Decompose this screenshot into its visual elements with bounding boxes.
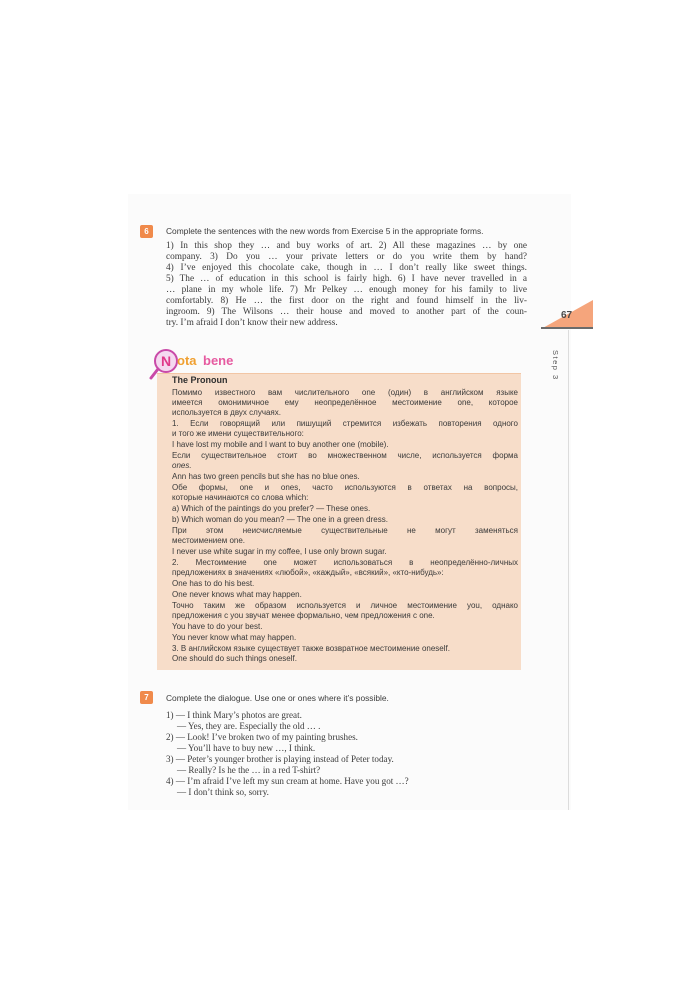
dialogue-line: — I don’t think so, sorry.	[177, 787, 269, 797]
dialogue-line: 1) — I think Mary’s photos are great.	[166, 710, 302, 720]
nota-bene-line: местоимением one.	[172, 536, 246, 545]
dialogue-line: 3) — Peter’s younger brother is playing instead of Peter today.	[166, 754, 394, 764]
nota-bene-line: 2. Местоимение one может использоваться в неопределённо-личных	[172, 558, 518, 567]
margin-rule	[568, 330, 569, 810]
exercise-7-instruction: Complete the dialogue. Use one or ones where it’s possible.	[166, 693, 389, 703]
nota-bene-line: 3. В английском языке существует также возвратное местоимение oneself.	[172, 644, 450, 653]
nota-bene-line: Точно таким же образом используется и личное местоимение you, однако	[172, 601, 518, 610]
nota-bene-line: и того же имени существительного:	[172, 429, 304, 438]
page-number: 67	[561, 310, 573, 321]
step-label: Step 3	[551, 350, 560, 381]
svg-text:bene: bene	[203, 353, 234, 368]
dialogue-line: — Yes, they are. Especially the old … .	[177, 721, 321, 731]
nota-bene-line: One should do such things oneself.	[172, 654, 297, 663]
nota-bene-line: One has to do his best.	[172, 579, 255, 588]
nota-bene-line: Если существительное стоит во множественном числе, используется форма	[172, 451, 518, 460]
page-number-tab	[541, 300, 593, 329]
nota-bene-line: которые начинаются со слова which:	[172, 493, 309, 502]
nota-bene-line: При этом неисчисляемые существительные не могут заменяться	[172, 526, 518, 535]
exercise-6-number: 6	[140, 225, 153, 238]
exercise-6-line: 4) I’ve enjoyed this chocolate cake, though in … I don’t really like sweet things.	[166, 263, 527, 273]
nota-bene-line: предложениях в значениях «любой», «каждый», «всякий», «кто-нибудь»:	[172, 568, 444, 577]
nota-bene-line: используется в двух случаях.	[172, 408, 281, 417]
nota-bene-line: предложения с you звучат менее формально, чем предложения с one.	[172, 611, 435, 620]
dialogue-line: 4) — I’m afraid I’ve left my sun cream at home. Have you got …?	[166, 776, 409, 786]
nota-bene-line: ones.	[172, 461, 192, 470]
exercise-7-number: 7	[140, 691, 153, 704]
exercise-6-line: … plane in my whole life. 7) Mr Pelkey … enough money for his family to live	[166, 285, 527, 295]
exercise-6-line: ingroom. 9) The Wilsons … their house and moved to another part of the coun-	[166, 307, 527, 317]
dialogue-line: — You’ll have to buy new …, I think.	[177, 743, 316, 753]
nota-bene-line: I never use white sugar in my coffee, I use only brown sugar.	[172, 547, 387, 556]
nota-bene-line: b) Which woman do you mean? — The one in a green dress.	[172, 515, 388, 524]
nota-bene-line: a) Which of the paintings do you prefer? — These ones.	[172, 504, 371, 513]
nota-bene-line: You never know what may happen.	[172, 633, 297, 642]
nota-bene-line: One never knows what may happen.	[172, 590, 302, 599]
exercise-6-line: comfortably. 8) He … the first door on the right and found himself in the liv-	[166, 296, 527, 306]
dialogue-line: 2) — Look! I’ve broken two of my painting brushes.	[166, 732, 358, 742]
nota-bene-title: The Pronoun	[172, 375, 228, 385]
nota-bene-line: Помимо известного вам числительного one (один) в английском языке	[172, 388, 518, 397]
nota-bene-line: You have to do your best.	[172, 622, 263, 631]
exercise-6-line: company. 3) Do you … your private letters or do you write them by hand?	[166, 252, 527, 262]
exercise-6-instruction: Complete the sentences with the new words from Exercise 5 in the appropriate forms.	[166, 226, 484, 236]
nota-bene-line: 1. Если говорящий или пишущий стремится избежать повторения одного	[172, 419, 518, 428]
exercise-6-line: try. I’m afraid I don’t know their new address.	[166, 318, 338, 328]
nota-bene-line: Обе формы, one и ones, часто используются в ответах на вопросы,	[172, 483, 518, 492]
svg-text:ota: ota	[177, 353, 197, 368]
nota-bene-line: I have lost my mobile and I want to buy another one (mobile).	[172, 440, 389, 449]
exercise-6-line: 5) The … of education in this school is fairly high. 6) I have never travelled in a	[166, 274, 527, 284]
svg-text:N: N	[161, 353, 172, 369]
nota-bene-line: имеется омонимичное ему неопределённое местоимение one, которое	[172, 398, 518, 407]
dialogue-line: — Really? Is he the … in a red T-shirt?	[177, 765, 321, 775]
exercise-6-line: 1) In this shop they … and buy works of art. 2) All these magazines … by one	[166, 241, 527, 251]
nota-bene-line: Ann has two green pencils but she has no blue ones.	[172, 472, 360, 481]
